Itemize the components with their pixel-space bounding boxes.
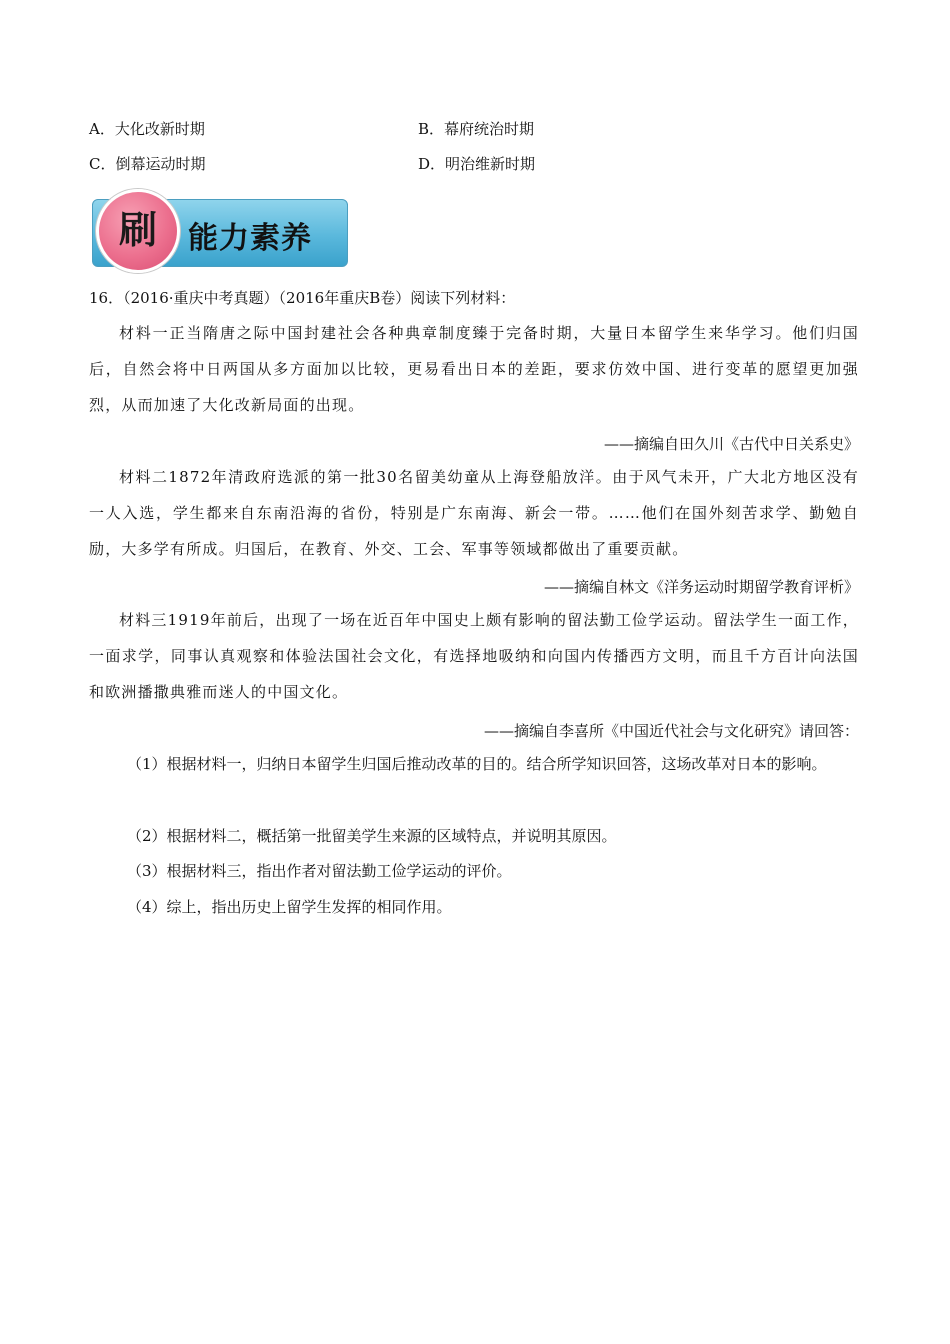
option-c bbox=[89, 154, 206, 174]
option-d bbox=[418, 154, 535, 174]
material-3-source: ——摘编自李喜所《中国近代社会与文化研究》请回答： bbox=[483, 722, 859, 740]
material-3-text: 材料三1919年前后，出现了一场在近百年中国史上颇有影响的留法勤工俭学运动。留法学生一面工作，一面求学，同事认真观察和体验法国社会文化，有选择地吸纳和向国内传播西方文明，而且千方百计向法国和欧洲播撒典雅而迷人的中国文化。 bbox=[89, 611, 859, 701]
material-2-text: 材料二1872年清政府选派的第一批30名留美幼童从上海登船放洋。由于风气未开，广大北方地区没有一人入选，学生都来自东南沿海的省份，特别是广东南海、新会一带。……他们在国外刻苦求学、勤勉自励，大多学有所成。归国后，在教育、外交、工会、军事等领域都做出了重要贡献。 bbox=[89, 468, 859, 558]
subquestion-4: （4）综上，指出历史上留学生发挥的相同作用。 bbox=[127, 898, 452, 916]
subquestion-2: （2）根据材料二，概括第一批留美学生来源的区域特点，并说明其原因。 bbox=[127, 827, 617, 845]
banner-title: 能力素养 bbox=[188, 221, 312, 256]
option-text: 幕府统治时期 bbox=[444, 120, 535, 138]
question-header: 16．（2016·重庆中考真题）（2016年重庆B卷）阅读下列材料： bbox=[89, 289, 516, 307]
option-letter: A． bbox=[89, 120, 115, 138]
option-text: 倒幕运动时期 bbox=[115, 155, 206, 173]
option-text: 大化改新时期 bbox=[114, 120, 205, 138]
material-1-text: 材料一正当隋唐之际中国封建社会各种典章制度臻于完备时期，大量日本留学生来华学习。他们归国后，自然会将中日两国从多方面加以比较，更易看出日本的差距，要求仿效中国、进行变革的愿望更加强烈，从而加速了大化改新局面的出现。 bbox=[89, 324, 859, 414]
section-banner bbox=[92, 199, 348, 267]
option-b bbox=[418, 119, 534, 139]
option-letter: B． bbox=[418, 120, 445, 138]
banner-circle bbox=[96, 189, 180, 273]
option-text: 明治维新时期 bbox=[445, 155, 536, 173]
banner-char: 刷 bbox=[118, 208, 157, 252]
material-2-source: ——摘编自林文《洋务运动时期留学教育评析》 bbox=[543, 578, 859, 596]
option-a bbox=[89, 119, 205, 139]
option-letter: C． bbox=[89, 155, 116, 173]
option-letter: D． bbox=[418, 155, 446, 173]
subquestion-1: （1）根据材料一，归纳日本留学生归国后推动改革的目的。结合所学知识回答，这场改革对日本的影响。 bbox=[127, 755, 827, 773]
subquestion-3: （3）根据材料三，指出作者对留法勤工俭学运动的评价。 bbox=[127, 862, 512, 880]
material-1-source: ——摘编自田久川《古代中日关系史》 bbox=[603, 435, 859, 453]
